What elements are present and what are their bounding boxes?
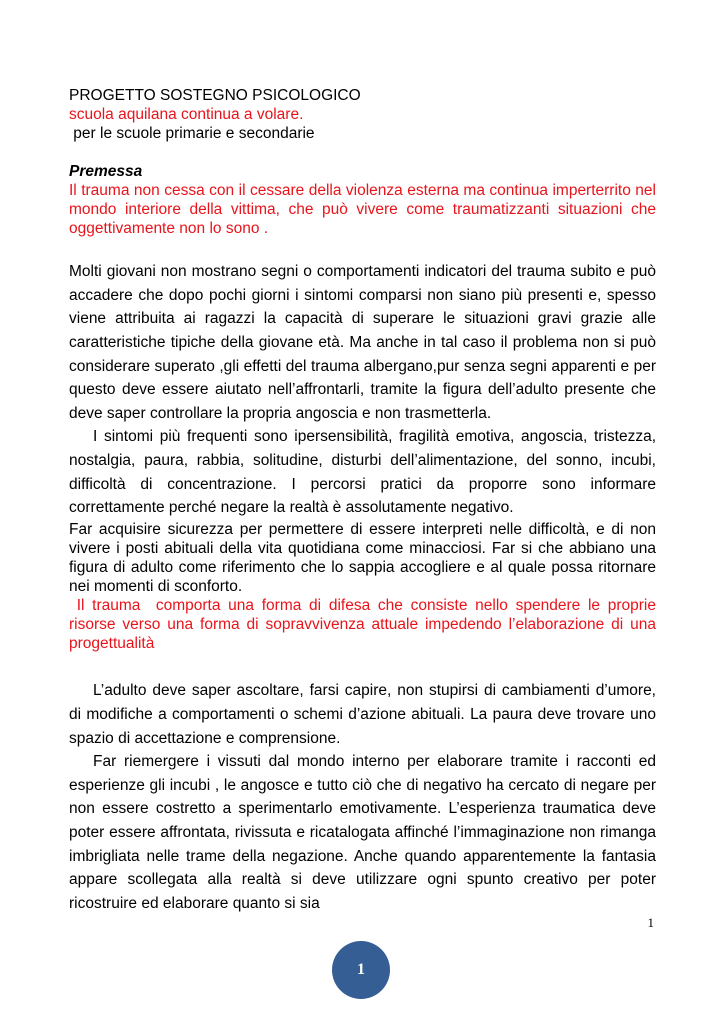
- body-paragraph-3: Far acquisire sicurezza per permettere di essere interpreti nelle difficoltà, e di non vivere i posti abituali della vita quotidiana come minacciosi. Far si che abbiano una figura di adulto come riferimento che lo sappia accogliere e al quale possa ritornare nei momenti di sconforto.: [69, 520, 656, 596]
- document-title: PROGETTO SOSTEGNO PSICOLOGICO: [69, 87, 361, 104]
- body-paragraph-2: I sintomi più frequenti sono ipersensibilità, fragilità emotiva, angoscia, tristezza, nostalgia, paura, rabbia, solitudine, disturbi dell’alimentazione, del sonno, incubi, difficoltà di concentrazione. I percorsi pratici da proporre sono informare correttamente perché negare la realtà è assolutamente negativo.: [69, 428, 656, 517]
- page-number-badge: 1: [332, 941, 390, 999]
- section-heading-premessa: Premessa: [69, 163, 143, 180]
- document-audience: per le scuole primarie e secondarie: [69, 125, 315, 142]
- body-paragraph-6: Far riemergere i vissuti dal mondo interno per elaborare tramite i racconti ed esperienze gli incubi , le angosce e tutto ciò che di negativo ha cercato di negare per non essere costretto a sperimentarlo emotivamente. L’esperienza traumatica deve poter essere affrontata, rivissuta e ricatalogata affinché l’immaginazione non rimanga imbrigliata nelle trame della negazione. Anche quando apparentemente la fantasia appare scollegata alla realtà si deve utilizzare ogni spunto creativo per poter ricostruire ed elaborare quanto si sia: [69, 753, 656, 912]
- body-paragraph-1: Molti giovani non mostrano segni o comportamenti indicatori del trauma subito e può accadere che dopo pochi giorni i sintomi comparsi non siano più presenti e, spesso viene attribuita ai ragazzi la capacità di superare le situazioni gravi grazie alle caratteristiche tipiche della giovane età. Ma anche in tal caso il problema non si può considerare superato ,gli effetti del trauma albergano,pur senza segni apparenti e per questo deve essere aiutato nell’affrontarli, tramite la figura dell’adulto presente che deve saper controllare la propria angoscia e non trasmetterla.: [69, 263, 656, 422]
- document-subtitle: scuola aquilana continua a volare.: [69, 106, 304, 123]
- page-content: [69, 86, 661, 915]
- page-number: 1: [647, 915, 654, 930]
- body-paragraph-4-highlight: Il trauma comporta una forma di difesa che consiste nello spendere le proprie risorse verso una forma di sopravvivenza attuale impedendo l’elaborazione di una progettualità: [69, 597, 661, 653]
- premessa-lead: Il trauma non cessa con il cessare della violenza esterna ma continua imperterrito nel mondo interiore della vittima, che può vivere come traumatizzanti situazioni che oggettivamente non lo sono .: [69, 182, 656, 238]
- body-paragraph-5: L’adulto deve saper ascoltare, farsi capire, non stupirsi di cambiamenti d’umore, di modifiche a comportamenti o schemi d’azione abituali. La paura deve trovare uno spazio di accettazione e comprensione.: [69, 682, 656, 747]
